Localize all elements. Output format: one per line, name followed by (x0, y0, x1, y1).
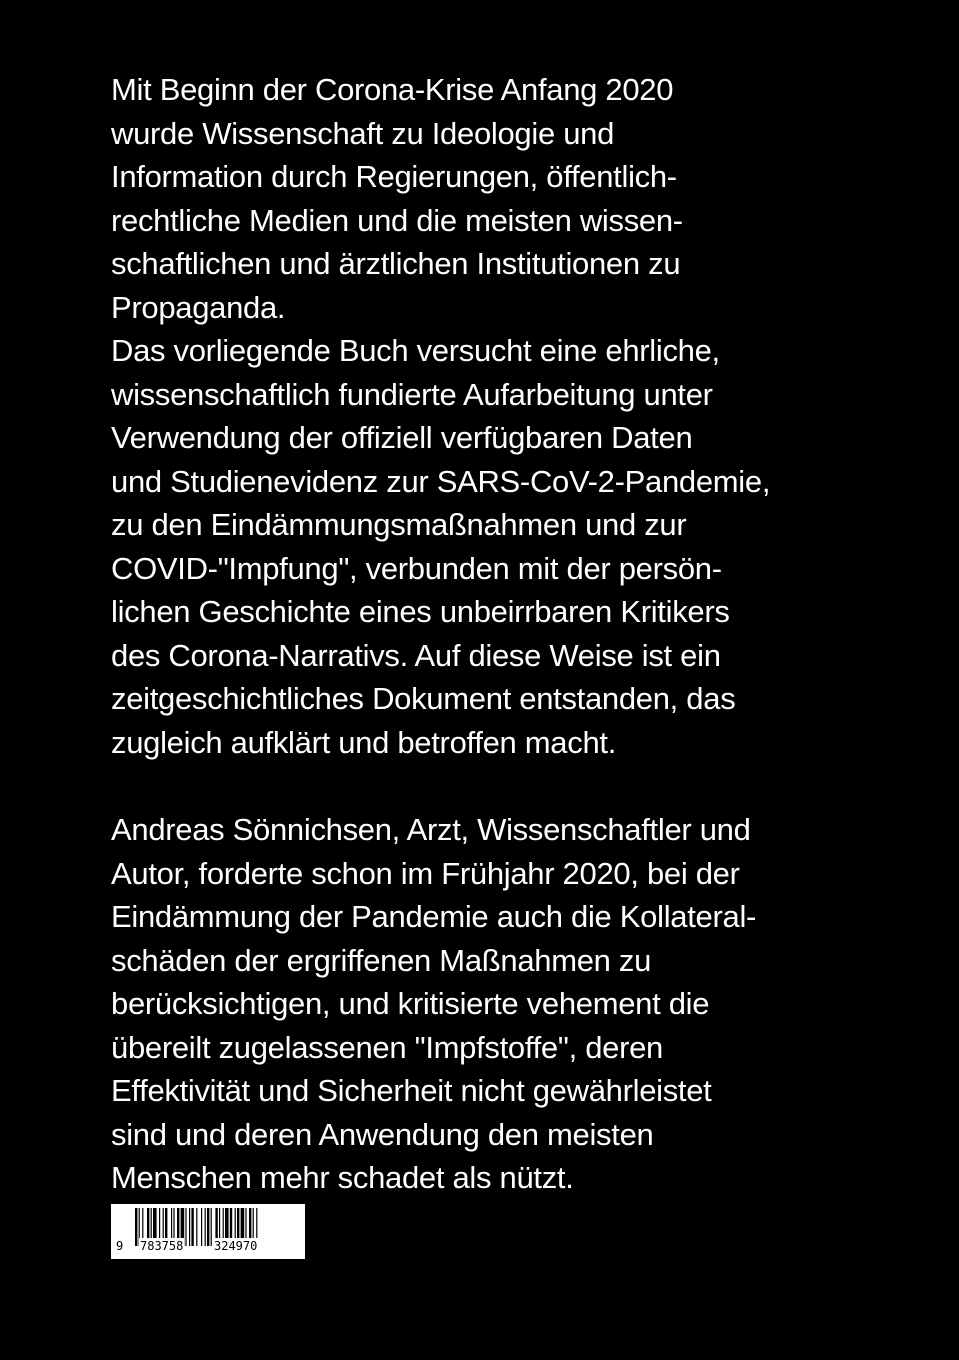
text-line: zeitgeschichtliches Dokument entstanden, das (111, 681, 736, 716)
text-line: Information durch Regierungen, öffentlich- (111, 159, 677, 194)
text-line: wissenschaftlich fundierte Aufarbeitung unter (111, 376, 713, 412)
text-line: rechtliche Medien und die meisten wissen- (111, 202, 683, 238)
text-line: sind und deren Anwendung den meisten (111, 1116, 654, 1152)
text-line: Mit Beginn der Corona-Krise Anfang 2020 (111, 72, 674, 107)
text-line: Autor, forderte schon im Frühjahr 2020, bei der (111, 855, 740, 891)
barcode-left-group: 783758 (140, 1239, 184, 1253)
text-line: des Corona-Narrativs. Auf diese Weise ist ein (111, 637, 721, 673)
text-line: Eindämmung der Pandemie auch die Kollateral- (111, 899, 757, 934)
text-line: schäden der ergriffenen Maßnahmen zu (111, 942, 652, 978)
text-line: zugleich aufklärt und betroffen macht. (111, 724, 617, 760)
isbn-barcode (111, 1204, 305, 1259)
barcode-digits (115, 1238, 301, 1256)
text-line: Menschen mehr schadet als nützt. (111, 1160, 574, 1195)
text-line: COVID-"Impfung", verbunden mit der persön- (111, 550, 722, 586)
text-line: Propaganda. (111, 289, 286, 325)
text-line: Das vorliegende Buch versucht eine ehrliche, (111, 333, 720, 368)
barcode-right-group: 324970 (214, 1239, 258, 1253)
text-line: schaftlichen und ärztlichen Institutionen zu (111, 246, 681, 281)
back-cover-paragraph-intro (111, 68, 871, 764)
barcode-first-digit: 9 (116, 1239, 124, 1253)
text-line: und Studienevidenz zur SARS-CoV-2-Pandemie, (111, 463, 771, 499)
text-line: Andreas Sönnichsen, Arzt, Wissenschaftler und (111, 812, 751, 847)
text-line: Effektivität und Sicherheit nicht gewährleistet (111, 1073, 712, 1108)
text-line: lichen Geschichte eines unbeirrbaren Kritikers (111, 594, 730, 629)
text-line: zu den Eindämmungsmaßnahmen und zur (111, 507, 687, 542)
back-cover-paragraph-author (111, 808, 871, 1200)
text-line: Verwendung der offiziell verfügbaren Daten (111, 420, 693, 455)
text-line: wurde Wissenschaft zu Ideologie und (111, 115, 615, 151)
text-line: berücksichtigen, und kritisierte vehement die (111, 986, 710, 1021)
text-line: übereilt zugelassenen "Impfstoffe", deren (111, 1029, 663, 1065)
